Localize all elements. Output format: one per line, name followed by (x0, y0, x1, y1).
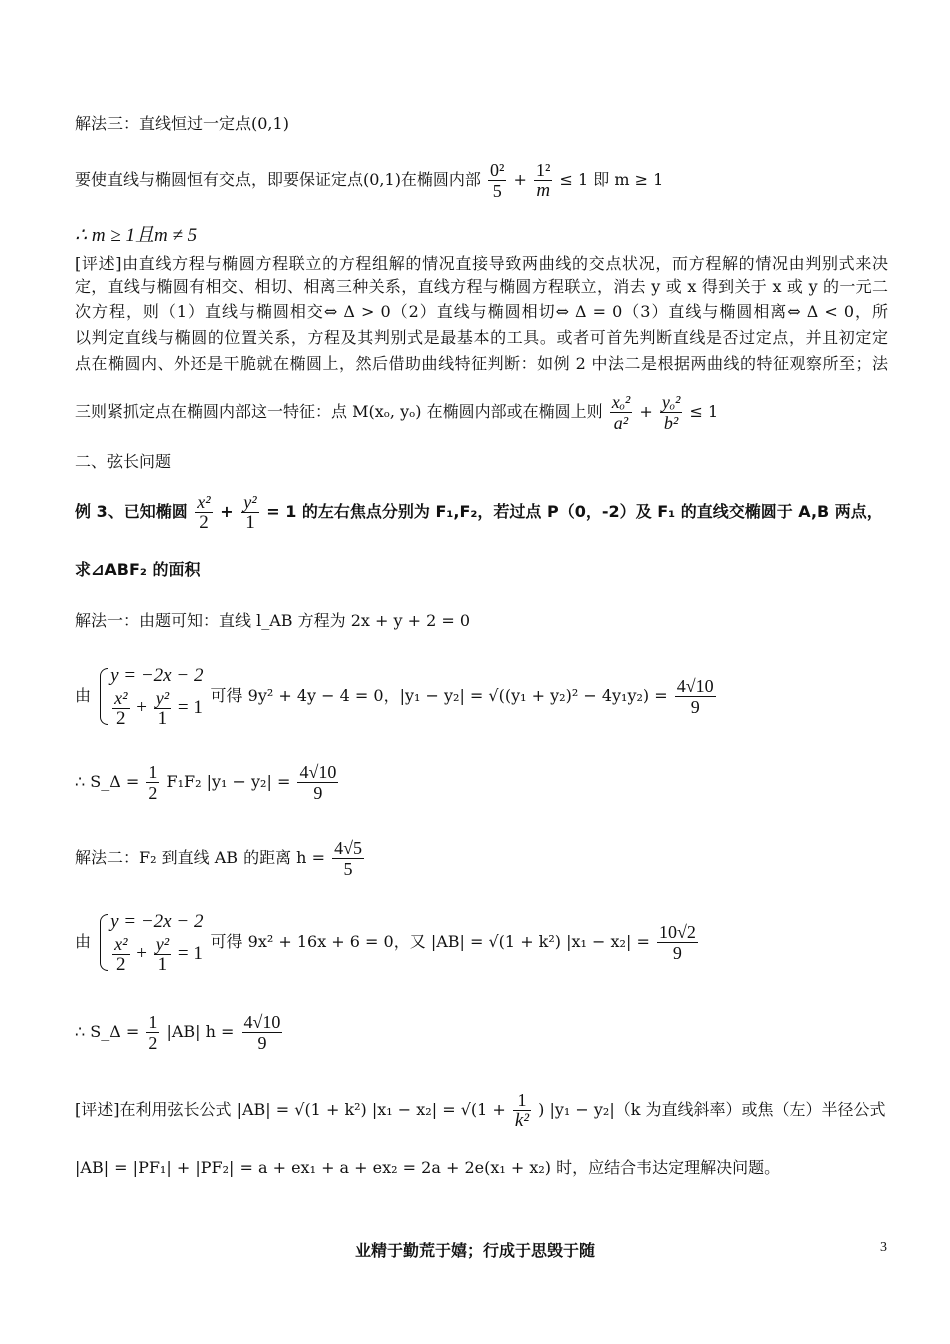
denominator: b² (660, 412, 683, 433)
numerator: 1² (536, 160, 551, 180)
example-3-question: 求⊿ABF₂ 的面积 (75, 560, 201, 579)
denominator: 2 (112, 708, 129, 729)
comment-chord-formula (75, 1090, 886, 1131)
denominator: 9 (297, 782, 338, 803)
fraction-y2-over-1 (241, 492, 258, 533)
text: = 1 (177, 696, 203, 718)
equation-system (98, 664, 203, 729)
equation-row (110, 934, 203, 975)
denominator: 9 (242, 1032, 283, 1053)
text: 例 3、已知椭圆 (75, 502, 188, 521)
solution-1-area (75, 762, 340, 803)
comment-line-2: 定，直线与椭圆有相交、相切、相离三种关系，直线方程与椭圆方程联立，消去 y 或 x 得到关于 x 或 y 的一元二 (75, 277, 888, 296)
fraction-yo-over-b (660, 392, 683, 433)
numerator: x² (197, 492, 211, 512)
fraction-1-over-k2 (513, 1090, 531, 1131)
numerator: 1 (148, 1012, 158, 1032)
fraction-1-over-m (534, 160, 552, 201)
text: ∴ S_Δ = (75, 1022, 140, 1041)
fraction-x2-over-2 (112, 934, 129, 975)
plus: + (639, 402, 653, 421)
comment-focal-radius: |AB| = |PF₁| + |PF₂| = a + ex₁ + a + ex₂ = 2a + 2e(x₁ + x₂) 时，应结合韦达定理解决问题。 (75, 1158, 781, 1177)
numerator: 1 (517, 1090, 527, 1110)
denominator: 1 (241, 512, 258, 533)
text: 三则紧抓定点在椭圆内部这一特征：点 M(xₒ, yₒ) 在椭圆内部或在椭圆上则 (75, 402, 603, 421)
equation-row (110, 688, 203, 729)
solution-3-heading: 解法三：直线恒过一定点(0,1) (75, 114, 289, 133)
text: = 1 的左右焦点分别为 F₁,F₂，若过点 P（0，-2）及 F₁ 的直线交椭圆于 A,B 两点， (266, 502, 883, 521)
denominator: 2 (112, 954, 129, 975)
numerator: x² (114, 934, 128, 954)
footer-motto: 业精于勤荒于嬉；行成于思毁于随 (354, 1241, 595, 1260)
fraction-0-over-5 (488, 160, 506, 201)
denominator: 9 (657, 942, 698, 963)
plus: + (136, 942, 147, 964)
solution-1-system (75, 664, 718, 729)
plus: + (220, 502, 234, 521)
comment-line-4: 以判定直线与椭圆的位置关系，方程及其判别式是最基本的工具。或者可首先判断直线是否过定点，并且初定定 (75, 328, 888, 347)
numerator: y² (243, 492, 257, 512)
text: 可得 9y² + 4y − 4 = 0，|y₁ − y₂| = √((y₁ + y₂)² − 4y₁y₂) = (210, 686, 668, 705)
fraction-10r2-over-9 (657, 922, 698, 963)
denominator: 1 (154, 708, 171, 729)
numerator: 1 (148, 762, 158, 782)
numerator: 4√10 (676, 676, 714, 696)
page-number: 3 (880, 1240, 887, 1255)
text: |AB| h = (166, 1022, 235, 1041)
denominator: 5 (332, 858, 364, 879)
numerator: xₒ² (611, 392, 631, 412)
fixed-point-condition (75, 160, 663, 201)
numerator: 10√2 (658, 922, 696, 942)
text: 要使直线与椭圆恒有交点，即要保证定点(0,1)在椭圆内部 (75, 170, 481, 189)
fraction-1-over-2 (146, 1012, 159, 1053)
comment-line-1: [评述]由直线方程与椭圆方程联立的方程组解的情况直接导致两曲线的交点状况，而方程解的情况由判别式来决 (75, 254, 888, 273)
denominator: a² (610, 412, 633, 433)
denominator: 2 (195, 512, 212, 533)
fraction-x2-over-2 (112, 688, 129, 729)
numerator: x² (114, 688, 128, 708)
numerator: 0² (490, 160, 505, 180)
fraction-xo-over-a (610, 392, 633, 433)
denominator: 2 (148, 783, 158, 803)
denominator: 2 (148, 1033, 158, 1053)
denominator: 9 (675, 696, 716, 717)
equation-row: y = −2x − 2 (110, 911, 204, 932)
denominator: 1 (154, 954, 171, 975)
numerator: y² (155, 934, 170, 954)
solution-2-system (75, 910, 700, 975)
fraction-4r5-over-5 (332, 838, 364, 879)
text: 解法二：F₂ 到直线 AB 的距离 h = (75, 848, 325, 867)
text: F₁F₂ |y₁ − y₂| = (166, 772, 291, 791)
fraction-4r10-over-9 (242, 1012, 283, 1053)
numerator: y² (155, 688, 170, 708)
solution-2-area (75, 1012, 284, 1053)
example-3-statement (75, 492, 883, 533)
fraction-1-over-2 (146, 762, 159, 803)
fraction-y2-over-1 (154, 688, 171, 729)
numerator: yₒ² (661, 392, 681, 412)
numerator: 4√10 (299, 762, 337, 782)
comment-line-3: 次方程，则（1）直线与椭圆相交⇔ Δ > 0（2）直线与椭圆相切⇔ Δ = 0（3）直线与椭圆相离⇔ Δ < 0，所 (75, 302, 888, 321)
text: = 1 (177, 942, 203, 964)
comment-line-6 (75, 392, 718, 433)
denominator: k² (514, 1110, 530, 1131)
numerator: 4√5 (334, 838, 362, 858)
denominator: 5 (488, 180, 506, 201)
plus: + (513, 170, 527, 189)
text: ) |y₁ − y₂|（k 为直线斜率）或焦（左）半径公式 (538, 1100, 886, 1119)
text: 由 (75, 932, 92, 951)
equation-system (98, 910, 203, 975)
solution-1-line: 解法一：由题可知：直线 l_AB 方程为 2x + y + 2 = 0 (75, 611, 471, 630)
fraction-y2-over-1 (154, 934, 171, 975)
plus: + (136, 696, 147, 718)
fraction-4r10-over-9 (675, 676, 716, 717)
conclusion-m: ∴ m ≥ 1且m ≠ 5 (75, 225, 198, 246)
comment-line-5: 点在椭圆内、外还是干脆就在椭圆上，然后借助曲线特征判断：如例 2 中法二是根据两曲线的特征观察所至；法 (75, 354, 888, 373)
denominator: m (534, 180, 552, 201)
text: ≤ 1 即 m ≥ 1 (559, 170, 664, 189)
text: ≤ 1 (689, 402, 719, 421)
text: 可得 9x² + 16x + 6 = 0，又 |AB| = √(1 + k²) |x₁ − x₂| = (210, 932, 650, 951)
equation-row: y = −2x − 2 (110, 665, 204, 686)
fraction-4r10-over-9 (297, 762, 338, 803)
fraction-x2-over-2 (195, 492, 212, 533)
text: [评述]在利用弦长公式 |AB| = √(1 + k²) |x₁ − x₂| = √(1 + (75, 1100, 506, 1119)
solution-2-line (75, 838, 366, 879)
numerator: 4√10 (243, 1012, 281, 1032)
text: 由 (75, 686, 92, 705)
text: ∴ S_Δ = (75, 772, 140, 791)
section-heading-chord: 二、弦长问题 (75, 452, 172, 471)
